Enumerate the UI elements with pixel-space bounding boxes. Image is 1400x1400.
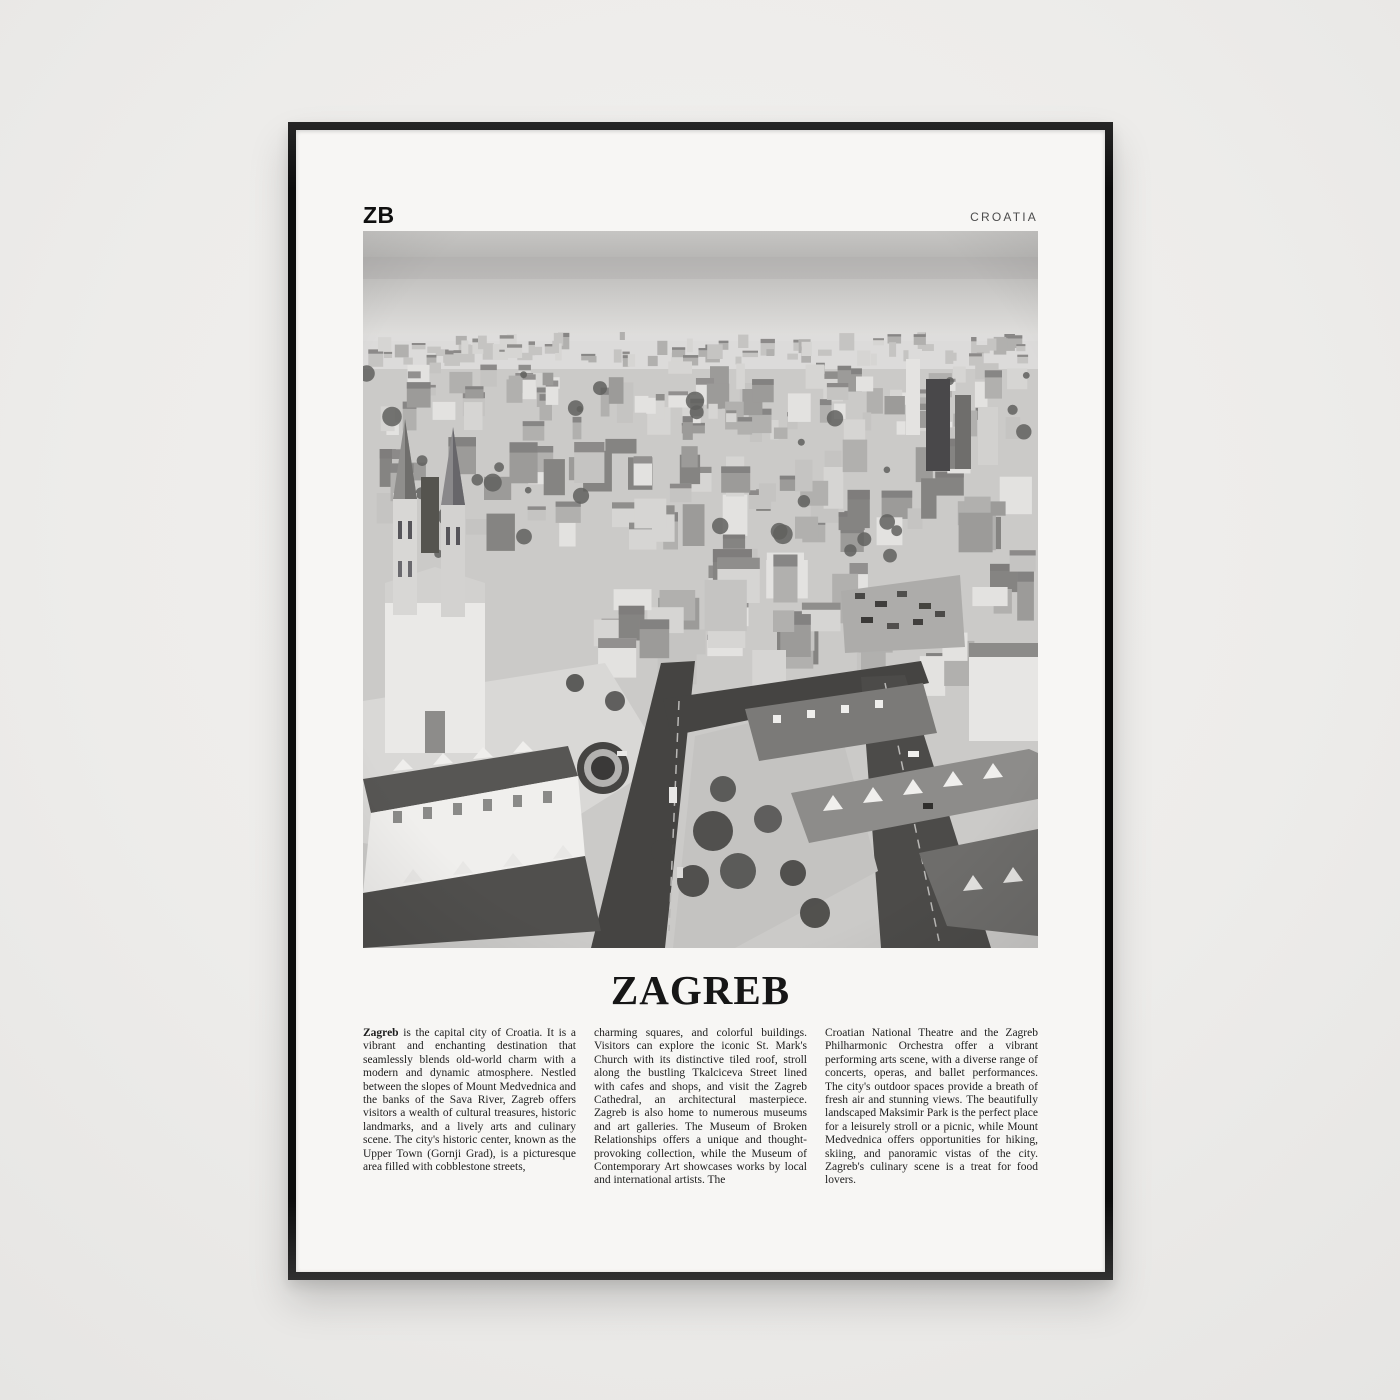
zagreb-aerial-photo bbox=[363, 231, 1038, 948]
lead-word: Zagreb bbox=[363, 1027, 399, 1039]
body-column-2: charming squares, and colorful buildings. Visitors can explore the iconic St. Mark's Church with its distinctive tiled roof, stroll along the bustling Tkalciceva Street lined with cafes and shops, and visit the Zagreb Cathedral, an architectural masterpiece. Zagreb is also home to numerous museums and art galleries. The Museum of Broken Relationships offers a unique and thought-provoking collection, while the Museum of Contemporary Art showcases works by local and international artists. The bbox=[594, 1027, 807, 1187]
brand-monogram: ZB bbox=[363, 202, 395, 228]
poster-title: ZAGREB bbox=[610, 967, 791, 1013]
photo-vignette bbox=[363, 231, 1038, 948]
body-text-columns bbox=[363, 1027, 1038, 1188]
country-label: CROATIA bbox=[970, 210, 1038, 224]
body-column-1-text: is the capital city of Croatia. It is a vibrant and enchanting destination that seamlessly blends old-world charm with a modern and dynamic atmosphere. Nestled between the slopes of Mount Medvednica and the banks of the Sava River, Zagreb offers visitors a wealth of cultural treasures, historic landmarks, and a lively arts and culinary scene. The city's historic center, known as the Upper Town (Gornji Grad), is a picturesque area filled with cobblestone streets, bbox=[363, 1027, 576, 1174]
cityscape-illustration bbox=[363, 231, 1038, 948]
poster-frame bbox=[288, 122, 1113, 1280]
zagreb-poster bbox=[296, 130, 1105, 1272]
body-column-3: Croatian National Theatre and the Zagreb Philharmonic Orchestra offer a vibrant performing arts scene, with a diverse range of concerts, operas, and ballet performances. The city's outdoor spaces provide a breath of fresh air and stunning views. The beautifully landscaped Maksimir Park is the perfect place for a leisurely stroll or a picnic, while Mount Medvednica offers opportunities for hiking, skiing, and panoramic vistas of the city. Zagreb's culinary scene is a treat for food lovers. bbox=[825, 1027, 1038, 1187]
body-column-1 bbox=[363, 1027, 576, 1188]
